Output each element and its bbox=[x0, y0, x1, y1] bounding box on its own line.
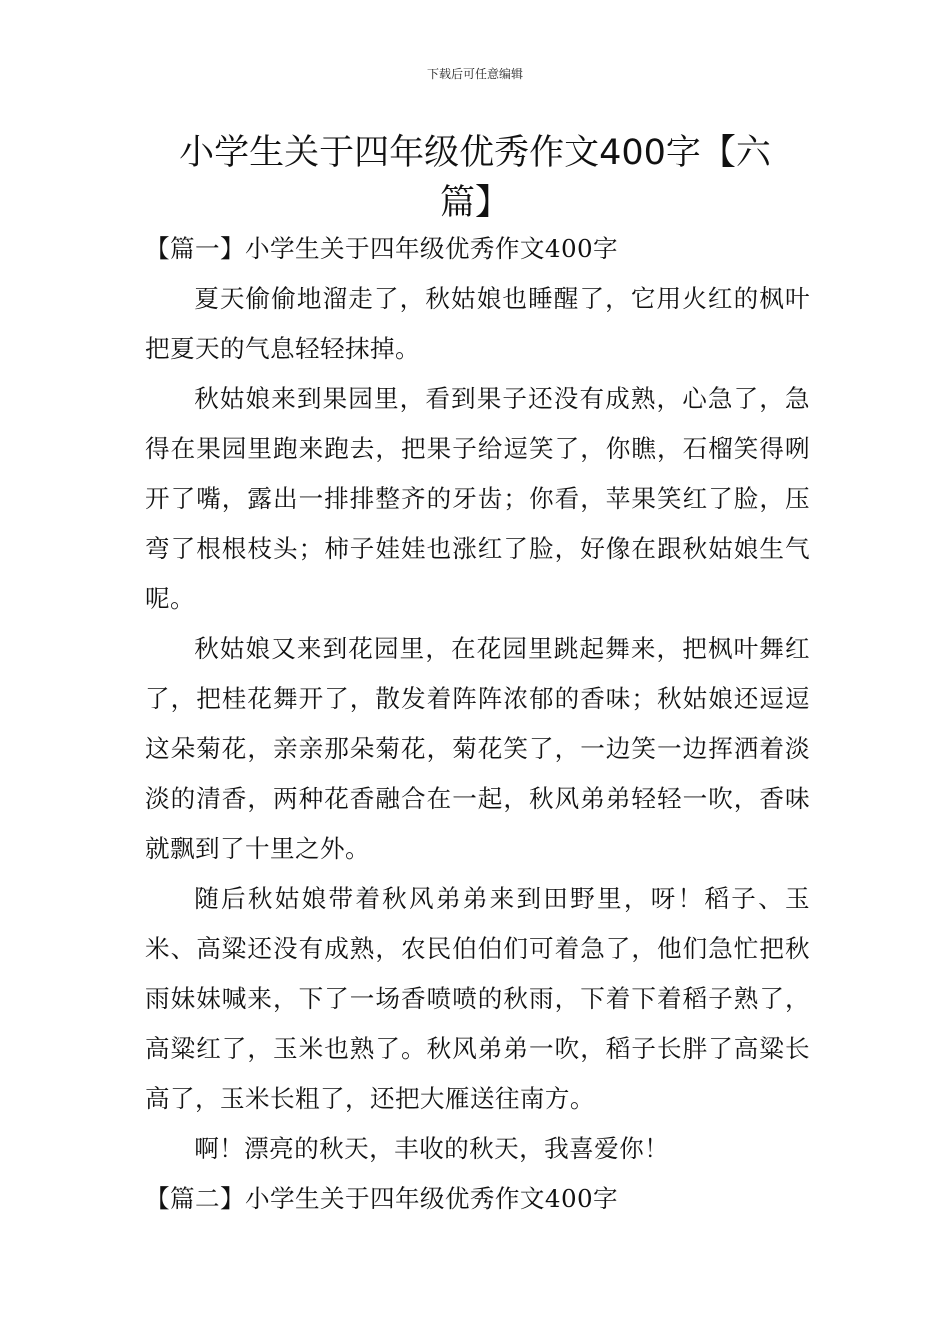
header-note: 下载后可任意编辑 bbox=[426, 67, 523, 81]
paragraph: 秋姑娘又来到花园里，在花园里跳起舞来，把枫叶舞红了，把桂花舞开了，散发着阵阵浓郁的香味；秋姑娘还逗逗这朵菊花，亲亲那朵菊花，菊花笑了，一边笑一边挥洒着淡淡的清香，两种花香融合在一起，秋风弟弟轻轻一吹，香味就飘到了十里之外。 bbox=[145, 634, 810, 863]
paragraph: 秋姑娘来到果园里，看到果子还没有成熟，心急了，急得在果园里跑来跑去，把果子给逗笑了，你瞧，石榴笑得咧开了嘴，露出一排排整齐的牙齿；你看，苹果笑红了脸，压弯了根根枝头；柿子娃娃也涨红了脸，好像在跟秋姑娘生气呢。 bbox=[145, 384, 810, 613]
section-heading-1: 【篇一】小学生关于四年级优秀作文400字 bbox=[145, 234, 619, 263]
paragraph: 啊！漂亮的秋天，丰收的秋天，我喜爱你！ bbox=[194, 1134, 670, 1163]
paragraph: 夏天偷偷地溜走了，秋姑娘也睡醒了，它用火红的枫叶把夏天的气息轻轻抹掉。 bbox=[145, 284, 810, 363]
page-title: 小学生关于四年级优秀作文400字【六篇】 bbox=[179, 133, 771, 223]
paragraph: 随后秋姑娘带着秋风弟弟来到田野里，呀！稻子、玉米、高粱还没有成熟，农民伯伯们可着急了，他们急忙把秋雨妹妹喊来，下了一场香喷喷的秋雨，下着下着稻子熟了，高粱红了，玉米也熟了。秋风弟弟一吹，稻子长胖了高粱长高了，玉米长粗了，还把大雁送往南方。 bbox=[145, 884, 810, 1113]
article-body bbox=[145, 224, 810, 1224]
section-heading-2: 【篇二】小学生关于四年级优秀作文400字 bbox=[145, 1184, 619, 1213]
